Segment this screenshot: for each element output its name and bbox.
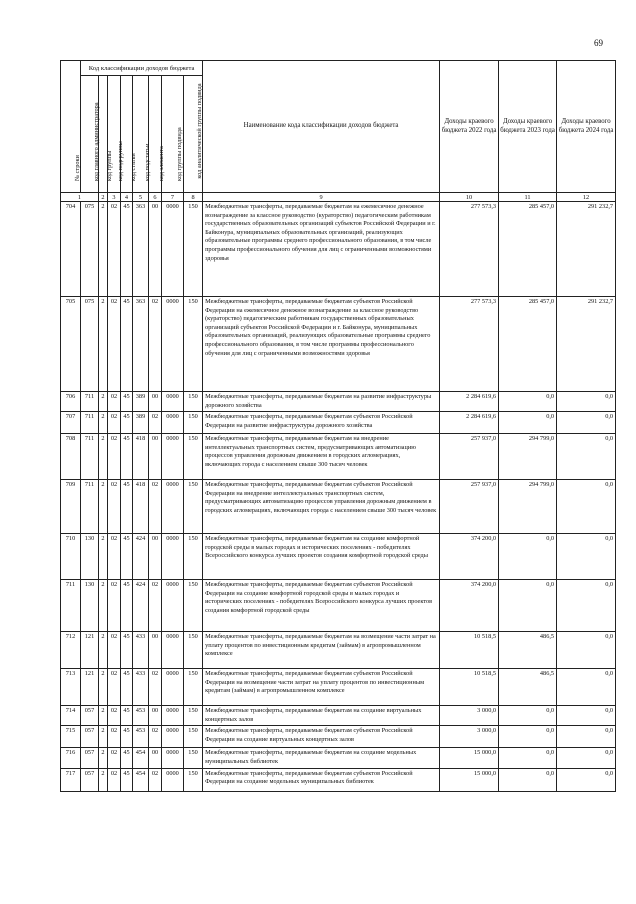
code-subarticle: 418 — [133, 434, 149, 480]
table-row — [61, 748, 616, 768]
code-analytic-group: 150 — [184, 480, 203, 534]
code-admin: 057 — [81, 748, 99, 768]
income-2024: 0,0 — [557, 706, 616, 726]
income-2024: 0,0 — [557, 726, 616, 748]
table-row — [61, 669, 616, 706]
code-element: 02 — [149, 297, 162, 392]
code-subarticle: 424 — [133, 580, 149, 632]
row-number: 711 — [61, 580, 81, 632]
column-number: 7 — [162, 193, 184, 202]
income-name: Межбюджетные трансферты, передаваемые бюджетам на внедрение интеллектуальных транспортных систем, предусматривающих автоматизацию процессов управления дорожным движением в городских агломерациях, включающих города с населением свыше 300 тысяч человек — [203, 434, 440, 480]
code-element: 02 — [149, 726, 162, 748]
income-2024: 0,0 — [557, 392, 616, 412]
income-2023: 0,0 — [499, 412, 557, 434]
income-2024: 0,0 — [557, 480, 616, 534]
income-2022: 2 284 619,6 — [440, 412, 499, 434]
header-code-label: код элемента — [158, 146, 165, 181]
code-article: 45 — [121, 412, 133, 434]
income-2024: 0,0 — [557, 534, 616, 580]
code-subtype-group: 0000 — [162, 434, 184, 480]
code-article: 45 — [121, 202, 133, 297]
code-analytic-group: 150 — [184, 706, 203, 726]
header-code-subgroup — [108, 76, 124, 193]
header-code-label: код подгруппы — [117, 141, 124, 181]
table-row — [61, 480, 616, 534]
code-group: 2 — [99, 412, 108, 434]
column-number: 11 — [499, 193, 557, 202]
table-row — [61, 434, 616, 480]
code-analytic-group: 150 — [184, 392, 203, 412]
income-name: Межбюджетные трансферты, передаваемые бюджетам субъектов Российской Федерации на ежемесячное денежное вознаграждение за классное руководство (кураторство) педагогическим работникам государственных образовательных организаций субъектов Российской Федерации и г. Байконура, муниципальных образовательных организаций, реализующих образовательные программы среднего профессионального образования, в том числе программы профессионального обучения для лиц с ограниченными возможностями здоровья — [203, 297, 440, 392]
income-2022: 15 000,0 — [440, 768, 499, 791]
column-number: 8 — [184, 193, 203, 202]
income-name: Межбюджетные трансферты, передаваемые бюджетам на создание виртуальных концертных залов — [203, 706, 440, 726]
code-admin: 075 — [81, 297, 99, 392]
code-analytic-group: 150 — [184, 768, 203, 791]
code-group: 2 — [99, 297, 108, 392]
code-subarticle: 424 — [133, 534, 149, 580]
header-code-subarticle — [133, 76, 149, 193]
income-2023: 0,0 — [499, 706, 557, 726]
code-group: 2 — [99, 706, 108, 726]
code-admin: 121 — [81, 669, 99, 706]
table-row — [61, 412, 616, 434]
code-article: 45 — [121, 669, 133, 706]
code-admin: 075 — [81, 202, 99, 297]
column-number: 5 — [133, 193, 149, 202]
income-name: Межбюджетные трансферты, передаваемые бюджетам на ежемесячное денежное вознаграждение за классное руководство (кураторство) педагогическим работникам государственных образовательных организаций субъектов Российской Федерации и г. Байконура, муниципальных образовательных организаций, реализующих образовательные программы среднего профессионального образования, в том числе программы профессионального обучения для лиц с ограниченными возможностями здоровья — [203, 202, 440, 297]
column-number: 3 — [108, 193, 121, 202]
income-2024: 0,0 — [557, 580, 616, 632]
income-2024: 0,0 — [557, 632, 616, 669]
code-subtype-group: 0000 — [162, 768, 184, 791]
income-name: Межбюджетные трансферты, передаваемые бюджетам субъектов Российской Федерации на создание модельных муниципальных библиотек — [203, 768, 440, 791]
code-subarticle: 363 — [133, 297, 149, 392]
header-income-2023: Доходы краевого бюджета 2023 года — [499, 61, 557, 193]
code-analytic-group: 150 — [184, 726, 203, 748]
code-subgroup: 02 — [108, 768, 121, 791]
code-element: 00 — [149, 534, 162, 580]
column-number: 12 — [557, 193, 616, 202]
header-income-2022: Доходы краевого бюджета 2022 года — [440, 61, 499, 193]
row-number: 717 — [61, 768, 81, 791]
header-code-admin — [81, 76, 99, 193]
code-subtype-group: 0000 — [162, 297, 184, 392]
code-element: 02 — [149, 580, 162, 632]
income-2022: 277 573,3 — [440, 202, 499, 297]
code-analytic-group: 150 — [184, 202, 203, 297]
income-2022: 15 000,0 — [440, 748, 499, 768]
row-number: 716 — [61, 748, 81, 768]
table-row — [61, 534, 616, 580]
table-row — [61, 580, 616, 632]
row-number: 713 — [61, 669, 81, 706]
row-number: 712 — [61, 632, 81, 669]
code-element: 02 — [149, 480, 162, 534]
code-element: 00 — [149, 434, 162, 480]
income-name: Межбюджетные трансферты, передаваемые бюджетам субъектов Российской Федерации на внедрение интеллектуальных транспортных систем, предусматривающих автоматизацию процессов управления дорожным движением в городских агломерациях, включающих города с населением свыше 300 тысяч человек — [203, 480, 440, 534]
income-name: Межбюджетные трансферты, передаваемые бюджетам на создание комфортной городской среды в малых городах и исторических поселениях - победителях Всероссийского конкурса лучших проектов создания комфортной городской среды — [203, 534, 440, 580]
header-name: Наименование кода классификации доходов бюджета — [203, 61, 440, 193]
table-body — [61, 202, 616, 792]
code-element: 00 — [149, 706, 162, 726]
code-admin: 711 — [81, 392, 99, 412]
header-code-analytic-group — [184, 76, 203, 193]
code-article: 45 — [121, 726, 133, 748]
code-subarticle: 454 — [133, 768, 149, 791]
column-number: 6 — [149, 193, 162, 202]
code-article: 45 — [121, 748, 133, 768]
code-group: 2 — [99, 768, 108, 791]
income-2024: 0,0 — [557, 669, 616, 706]
income-2022: 3 000,0 — [440, 706, 499, 726]
row-number: 714 — [61, 706, 81, 726]
table-row — [61, 392, 616, 412]
income-2022: 374 200,0 — [440, 534, 499, 580]
table-row — [61, 768, 616, 791]
code-group: 2 — [99, 392, 108, 412]
column-number: 10 — [440, 193, 499, 202]
code-element: 00 — [149, 392, 162, 412]
row-number: 707 — [61, 412, 81, 434]
code-subgroup: 02 — [108, 726, 121, 748]
code-analytic-group: 150 — [184, 534, 203, 580]
column-number-row — [61, 193, 616, 202]
code-analytic-group: 150 — [184, 297, 203, 392]
income-2022: 3 000,0 — [440, 726, 499, 748]
code-group: 2 — [99, 202, 108, 297]
table-row — [61, 632, 616, 669]
income-2024: 291 232,7 — [557, 202, 616, 297]
row-number: 705 — [61, 297, 81, 392]
code-subtype-group: 0000 — [162, 632, 184, 669]
income-2023: 294 799,0 — [499, 434, 557, 480]
income-2023: 0,0 — [499, 726, 557, 748]
code-element: 00 — [149, 632, 162, 669]
income-name: Межбюджетные трансферты, передаваемые бюджетам субъектов Российской Федерации на возмещение части затрат на уплату процентов по инвестиционным кредитам (займам) в агропромышленном комплексе — [203, 669, 440, 706]
code-group: 2 — [99, 480, 108, 534]
header-code-label: код статьи — [129, 153, 137, 181]
code-subgroup: 02 — [108, 748, 121, 768]
code-subgroup: 02 — [108, 434, 121, 480]
table-row — [61, 706, 616, 726]
row-number: 708 — [61, 434, 81, 480]
header-code-article — [121, 76, 137, 193]
code-subarticle: 389 — [133, 412, 149, 434]
column-number: 9 — [203, 193, 440, 202]
code-group: 2 — [99, 669, 108, 706]
income-2023: 0,0 — [499, 580, 557, 632]
code-admin: 130 — [81, 580, 99, 632]
header-code-label: код подстатьи — [143, 143, 151, 181]
code-analytic-group: 150 — [184, 632, 203, 669]
income-name: Межбюджетные трансферты, передаваемые бюджетам субъектов Российской Федерации на создание комфортной городской среды в малых городах и исторических поселениях - победителях Всероссийского конкурса лучших проектов создания комфортной городской среды — [203, 580, 440, 632]
income-2022: 374 200,0 — [440, 580, 499, 632]
row-number: 706 — [61, 392, 81, 412]
code-article: 45 — [121, 768, 133, 791]
income-2022: 257 937,0 — [440, 434, 499, 480]
code-analytic-group: 150 — [184, 748, 203, 768]
code-subgroup: 02 — [108, 669, 121, 706]
code-subgroup: 02 — [108, 580, 121, 632]
income-2023: 294 799,0 — [499, 480, 557, 534]
column-number: 4 — [121, 193, 133, 202]
code-article: 45 — [121, 632, 133, 669]
row-number: 704 — [61, 202, 81, 297]
code-subgroup: 02 — [108, 202, 121, 297]
code-group: 2 — [99, 534, 108, 580]
code-admin: 711 — [81, 480, 99, 534]
code-subtype-group: 0000 — [162, 480, 184, 534]
income-name: Межбюджетные трансферты, передаваемые бюджетам субъектов Российской Федерации на развитие инфраструктуры дорожного хозяйства — [203, 412, 440, 434]
income-2024: 0,0 — [557, 434, 616, 480]
income-name: Межбюджетные трансферты, передаваемые бюджетам на развитие инфраструктуры дорожного хозяйства — [203, 392, 440, 412]
income-name: Межбюджетные трансферты, передаваемые бюджетам субъектов Российской Федерации на создание виртуальных концертных залов — [203, 726, 440, 748]
header-code-label: код группы подвида — [175, 127, 183, 181]
table-row — [61, 202, 616, 297]
income-2023: 0,0 — [499, 748, 557, 768]
code-subarticle: 363 — [133, 202, 149, 297]
header-row-no — [61, 61, 81, 193]
header-row-no-label: № строки — [73, 155, 81, 181]
code-group: 2 — [99, 632, 108, 669]
income-2024: 291 232,7 — [557, 297, 616, 392]
code-analytic-group: 150 — [184, 412, 203, 434]
income-2023: 0,0 — [499, 768, 557, 791]
column-number: 2 — [99, 193, 108, 202]
code-admin: 057 — [81, 768, 99, 791]
header-code-label: код главного администратора — [92, 102, 100, 181]
code-article: 45 — [121, 580, 133, 632]
code-subtype-group: 0000 — [162, 412, 184, 434]
income-2024: 0,0 — [557, 412, 616, 434]
code-subgroup: 02 — [108, 392, 121, 412]
header-code-group-col — [99, 76, 113, 193]
code-article: 45 — [121, 392, 133, 412]
income-2024: 0,0 — [557, 748, 616, 768]
code-admin: 130 — [81, 534, 99, 580]
code-subtype-group: 0000 — [162, 534, 184, 580]
code-subgroup: 02 — [108, 534, 121, 580]
code-element: 02 — [149, 669, 162, 706]
code-article: 45 — [121, 434, 133, 480]
code-subgroup: 02 — [108, 297, 121, 392]
income-2022: 257 937,0 — [440, 480, 499, 534]
header-code-label: код аналитической группы подвида — [196, 83, 204, 179]
row-number: 709 — [61, 480, 81, 534]
code-admin: 711 — [81, 434, 99, 480]
table-row — [61, 726, 616, 748]
code-group: 2 — [99, 434, 108, 480]
code-subarticle: 418 — [133, 480, 149, 534]
header-code-label: код группы — [106, 150, 113, 181]
code-subarticle: 453 — [133, 726, 149, 748]
code-subtype-group: 0000 — [162, 706, 184, 726]
code-subtype-group: 0000 — [162, 726, 184, 748]
income-2023: 285 457,0 — [499, 202, 557, 297]
code-article: 45 — [121, 297, 133, 392]
code-element: 02 — [149, 412, 162, 434]
page-number: 69 — [594, 38, 603, 48]
code-analytic-group: 150 — [184, 580, 203, 632]
income-name: Межбюджетные трансферты, передаваемые бюджетам на возмещение части затрат на уплату процентов по инвестиционным кредитам (займам) в агропромышленном комплексе — [203, 632, 440, 669]
code-admin: 057 — [81, 726, 99, 748]
income-2023: 486,5 — [499, 632, 557, 669]
header-row-group — [61, 61, 616, 76]
income-2023: 486,5 — [499, 669, 557, 706]
code-element: 00 — [149, 202, 162, 297]
code-admin: 711 — [81, 412, 99, 434]
column-number: 1 — [61, 193, 99, 202]
code-element: 02 — [149, 768, 162, 791]
code-subtype-group: 0000 — [162, 202, 184, 297]
code-group: 2 — [99, 726, 108, 748]
code-admin: 057 — [81, 706, 99, 726]
budget-table-container — [60, 60, 615, 792]
income-2022: 2 284 619,6 — [440, 392, 499, 412]
header-code-subtype-group — [162, 76, 184, 193]
code-subarticle: 389 — [133, 392, 149, 412]
income-2022: 10 518,5 — [440, 632, 499, 669]
code-subtype-group: 0000 — [162, 669, 184, 706]
income-2023: 285 457,0 — [499, 297, 557, 392]
header-income-2024: Доходы краевого бюджета 2024 года — [557, 61, 616, 193]
code-subarticle: 453 — [133, 706, 149, 726]
code-article: 45 — [121, 534, 133, 580]
code-group: 2 — [99, 580, 108, 632]
row-number: 710 — [61, 534, 81, 580]
code-admin: 121 — [81, 632, 99, 669]
income-2024: 0,0 — [557, 768, 616, 791]
income-2023: 0,0 — [499, 534, 557, 580]
code-analytic-group: 150 — [184, 669, 203, 706]
code-subtype-group: 0000 — [162, 580, 184, 632]
header-code-element — [149, 76, 165, 193]
code-subgroup: 02 — [108, 706, 121, 726]
code-group: 2 — [99, 748, 108, 768]
income-2022: 10 518,5 — [440, 669, 499, 706]
code-subgroup: 02 — [108, 412, 121, 434]
budget-revenue-table — [60, 60, 616, 792]
code-subarticle: 433 — [133, 669, 149, 706]
header-code-group: Код классификации доходов бюджета — [81, 61, 203, 76]
code-subarticle: 433 — [133, 632, 149, 669]
income-name: Межбюджетные трансферты, передаваемые бюджетам на создание модельных муниципальных библиотек — [203, 748, 440, 768]
code-subtype-group: 0000 — [162, 392, 184, 412]
code-subtype-group: 0000 — [162, 748, 184, 768]
income-2022: 277 573,3 — [440, 297, 499, 392]
code-article: 45 — [121, 706, 133, 726]
table-row — [61, 297, 616, 392]
income-2023: 0,0 — [499, 392, 557, 412]
code-element: 00 — [149, 748, 162, 768]
code-subgroup: 02 — [108, 480, 121, 534]
code-analytic-group: 150 — [184, 434, 203, 480]
code-subarticle: 454 — [133, 748, 149, 768]
code-subgroup: 02 — [108, 632, 121, 669]
row-number: 715 — [61, 726, 81, 748]
code-article: 45 — [121, 480, 133, 534]
